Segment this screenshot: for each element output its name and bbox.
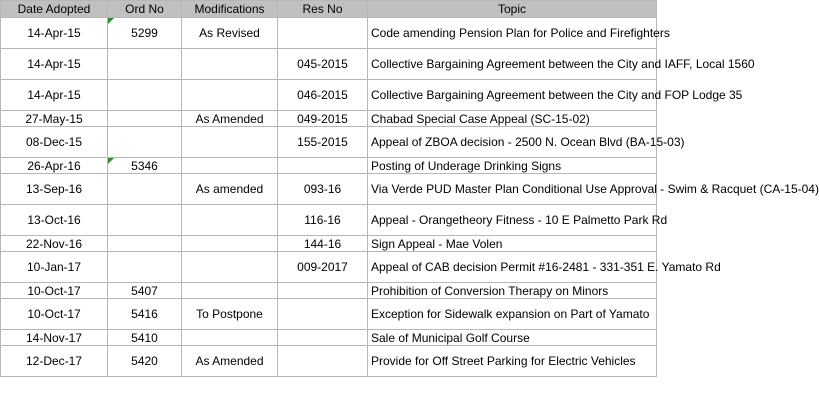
- cell-ord[interactable]: [108, 80, 182, 111]
- cell-res[interactable]: [278, 158, 368, 174]
- cell-res[interactable]: 144-16: [278, 236, 368, 252]
- cell-ord[interactable]: [108, 158, 182, 174]
- cell-topic[interactable]: Appeal - Orangetheory Fitness - 10 E Palmetto Park Rd: [368, 205, 657, 236]
- cell-date[interactable]: 12-Dec-17: [1, 346, 108, 377]
- cell-res[interactable]: 049-2015: [278, 111, 368, 127]
- comment-indicator-icon[interactable]: [108, 158, 114, 164]
- cell-modification[interactable]: As Amended: [182, 111, 278, 127]
- cell-ord[interactable]: 5410: [108, 330, 182, 346]
- cell-res[interactable]: [278, 330, 368, 346]
- cell-ord[interactable]: [108, 111, 182, 127]
- table-row: [1, 111, 657, 127]
- cell-ord[interactable]: 5416: [108, 299, 182, 330]
- cell-topic[interactable]: Provide for Off Street Parking for Electric Vehicles: [368, 346, 657, 377]
- cell-topic[interactable]: Appeal of ZBOA decision - 2500 N. Ocean Blvd (BA-15-03): [368, 127, 657, 158]
- cell-date[interactable]: 14-Nov-17: [1, 330, 108, 346]
- cell-modification[interactable]: [182, 80, 278, 111]
- cell-date[interactable]: 10-Oct-17: [1, 283, 108, 299]
- cell-res[interactable]: [278, 18, 368, 49]
- cell-topic[interactable]: Via Verde PUD Master Plan Conditional Use Approval - Swim & Racquet (CA-15-04): [368, 174, 657, 205]
- cell-date[interactable]: 14-Apr-15: [1, 80, 108, 111]
- cell-topic[interactable]: Prohibition of Conversion Therapy on Minors: [368, 283, 657, 299]
- cell-date[interactable]: 13-Sep-16: [1, 174, 108, 205]
- cell-ord[interactable]: [108, 236, 182, 252]
- cell-res[interactable]: [278, 346, 368, 377]
- cell-modification[interactable]: [182, 252, 278, 283]
- cell-res[interactable]: 009-2017: [278, 252, 368, 283]
- cell-date[interactable]: 22-Nov-16: [1, 236, 108, 252]
- cell-modification[interactable]: To Postpone: [182, 299, 278, 330]
- header-ord-no[interactable]: Ord No: [108, 1, 182, 18]
- cell-res[interactable]: 116-16: [278, 205, 368, 236]
- cell-ord[interactable]: 5407: [108, 283, 182, 299]
- table-row: [1, 283, 657, 299]
- cell-topic[interactable]: Collective Bargaining Agreement between the City and IAFF, Local 1560: [368, 49, 657, 80]
- cell-res[interactable]: 045-2015: [278, 49, 368, 80]
- header-res-no[interactable]: Res No: [278, 1, 368, 18]
- table-row: [1, 236, 657, 252]
- cell-date[interactable]: 27-May-15: [1, 111, 108, 127]
- header-modifications[interactable]: Modifications: [182, 1, 278, 18]
- cell-ord[interactable]: [108, 205, 182, 236]
- cell-modification[interactable]: [182, 205, 278, 236]
- cell-date[interactable]: 14-Apr-15: [1, 49, 108, 80]
- cell-modification[interactable]: [182, 49, 278, 80]
- cell-res[interactable]: 093-16: [278, 174, 368, 205]
- header-topic[interactable]: Topic: [368, 1, 657, 18]
- cell-topic[interactable]: Sale of Municipal Golf Course: [368, 330, 657, 346]
- table-row: [1, 127, 657, 158]
- cell-topic[interactable]: Appeal of CAB decision Permit #16-2481 - 331-351 E. Yamato Rd: [368, 252, 657, 283]
- cell-ord-value: 5346: [131, 158, 158, 173]
- cell-ord[interactable]: 5420: [108, 346, 182, 377]
- cell-date[interactable]: 26-Apr-16: [1, 158, 108, 174]
- cell-ord-value: 5299: [131, 26, 158, 40]
- cell-date[interactable]: 13-Oct-16: [1, 205, 108, 236]
- table-row: [1, 252, 657, 283]
- table-row: [1, 205, 657, 236]
- cell-modification[interactable]: As Amended: [182, 346, 278, 377]
- cell-modification[interactable]: [182, 127, 278, 158]
- header-row: [1, 1, 657, 18]
- cell-modification[interactable]: [182, 236, 278, 252]
- cell-modification[interactable]: As amended: [182, 174, 278, 205]
- cell-topic[interactable]: Chabad Special Case Appeal (SC-15-02): [368, 111, 657, 127]
- cell-ord[interactable]: [108, 127, 182, 158]
- cell-topic[interactable]: Exception for Sidewalk expansion on Part of Yamato: [368, 299, 657, 330]
- table-row: [1, 299, 657, 330]
- cell-date[interactable]: 10-Jan-17: [1, 252, 108, 283]
- table-row: [1, 330, 657, 346]
- cell-ord[interactable]: [108, 18, 182, 49]
- cell-modification[interactable]: As Revised: [182, 18, 278, 49]
- cell-topic[interactable]: Collective Bargaining Agreement between the City and FOP Lodge 35: [368, 80, 657, 111]
- cell-date[interactable]: 10-Oct-17: [1, 299, 108, 330]
- cell-modification[interactable]: [182, 330, 278, 346]
- table-row: [1, 18, 657, 49]
- cell-ord[interactable]: [108, 49, 182, 80]
- table-row: [1, 158, 657, 174]
- comment-indicator-icon[interactable]: [108, 18, 114, 24]
- table-row: [1, 346, 657, 377]
- table-row: [1, 49, 657, 80]
- header-date-adopted[interactable]: Date Adopted: [1, 1, 108, 18]
- cell-topic[interactable]: Code amending Pension Plan for Police and Firefighters: [368, 18, 657, 49]
- cell-res[interactable]: 155-2015: [278, 127, 368, 158]
- cell-res[interactable]: [278, 283, 368, 299]
- table-row: [1, 80, 657, 111]
- table-row: [1, 174, 657, 205]
- cell-modification[interactable]: [182, 158, 278, 174]
- cell-ord[interactable]: [108, 252, 182, 283]
- cell-topic[interactable]: Sign Appeal - Mae Volen: [368, 236, 657, 252]
- cell-res[interactable]: [278, 299, 368, 330]
- cell-date[interactable]: 08-Dec-15: [1, 127, 108, 158]
- cell-modification[interactable]: [182, 283, 278, 299]
- cell-ord[interactable]: [108, 174, 182, 205]
- cell-topic[interactable]: Posting of Underage Drinking Signs: [368, 158, 657, 174]
- cell-date[interactable]: 14-Apr-15: [1, 18, 108, 49]
- cell-res[interactable]: 046-2015: [278, 80, 368, 111]
